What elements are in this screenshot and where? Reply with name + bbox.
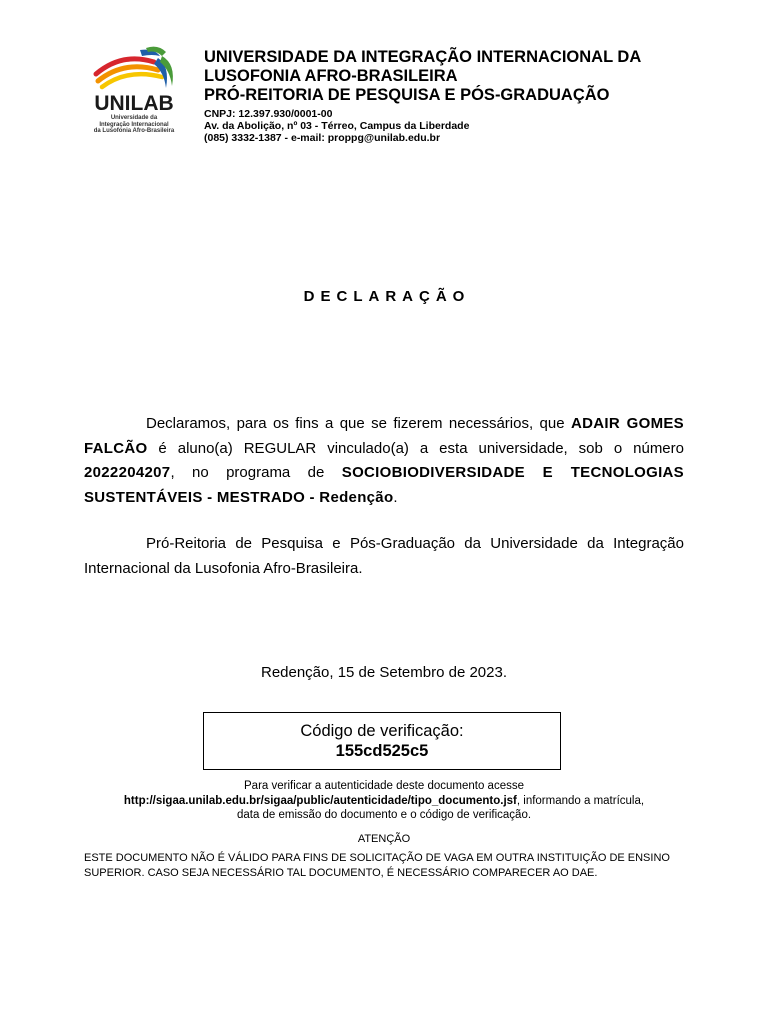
- verification-code-label: Código de verificação:: [300, 722, 464, 740]
- cnpj: CNPJ: 12.397.930/0001-00: [204, 108, 333, 120]
- university-name-line2: LUSOFONIA AFRO-BRASILEIRA: [204, 67, 458, 85]
- verification-instruction-line3: data de emissão do documento e o código de verificação.: [236, 809, 532, 821]
- address: Av. da Abolição, nº 03 - Térreo, Campus da Liberdade: [204, 120, 470, 132]
- declaration-program-text: , no programa de: [170, 464, 342, 481]
- signature-paragraph: Pró-Reitoria de Pesquisa e Pós-Graduação da Universidade da Integração Internacional da Lusofonia Afro-Brasileira.: [84, 535, 684, 577]
- verification-instruction-line2: , informando a matrícula,: [516, 794, 645, 807]
- contact-info: (085) 3332-1387 - e-mail: proppg@unilab.edu.br: [204, 132, 441, 144]
- date-line: Redenção, 15 de Setembro de 2023.: [260, 664, 507, 681]
- letterhead: [204, 48, 704, 144]
- logo-wordmark: UNILAB: [94, 92, 174, 115]
- logo-subtitle-line: Integração Internacional: [99, 121, 169, 128]
- unilab-logo-icon: [92, 44, 176, 92]
- verification-url[interactable]: http://sigaa.unilab.edu.br/sigaa/public/autenticidade/tipo_documento.jsf: [123, 794, 517, 807]
- program-name: SOCIOBIODIVERSIDADE E TECNOLOGIAS SUSTENTÁVEIS - MESTRADO - Redenção: [84, 464, 684, 506]
- logo-subtitle-line: Universidade da: [110, 115, 158, 121]
- department-name: PRÓ-REITORIA DE PESQUISA E PÓS-GRADUAÇÃO: [204, 86, 610, 104]
- unilab-logo: [84, 44, 184, 136]
- verification-instructions: [0, 779, 768, 823]
- document-title: DECLARAÇÃO: [303, 288, 471, 305]
- declaration-status: é aluno(a) REGULAR vinculado(a) a esta universidade, sob o número: [147, 439, 684, 457]
- verification-code: 155cd525c5: [335, 742, 429, 760]
- student-name: ADAIR GOMES FALCÃO: [84, 415, 684, 457]
- declaration-intro: Declaramos, para os fins a que se fizerem necessários, que: [146, 415, 571, 432]
- logo-subtitle-line: da Lusofonia Afro-Brasileira: [93, 128, 175, 134]
- university-name-line1: UNIVERSIDADE DA INTEGRAÇÃO INTERNACIONAL DA: [204, 48, 642, 66]
- verification-code-box: [203, 712, 561, 770]
- verification-instruction-line1: Para verificar a autenticidade deste documento acesse: [244, 780, 524, 792]
- attention-text: ESTE DOCUMENTO NÃO É VÁLIDO PARA FINS DE SOLICITAÇÃO DE VAGA EM OUTRA INSTITUIÇÃO DE ENSINO SUPERIOR. CASO SEJA NECESSÁRIO TAL DOCUMENTO, É NECESSÁRIO COMPARECER AO DAE.: [84, 852, 670, 879]
- attention-label: ATENÇÃO: [357, 833, 411, 845]
- logo-subtitle: [84, 115, 184, 135]
- declaration-end: .: [393, 488, 398, 506]
- registration-number: 2022204207: [84, 464, 171, 481]
- declaration-paragraph: [84, 412, 684, 510]
